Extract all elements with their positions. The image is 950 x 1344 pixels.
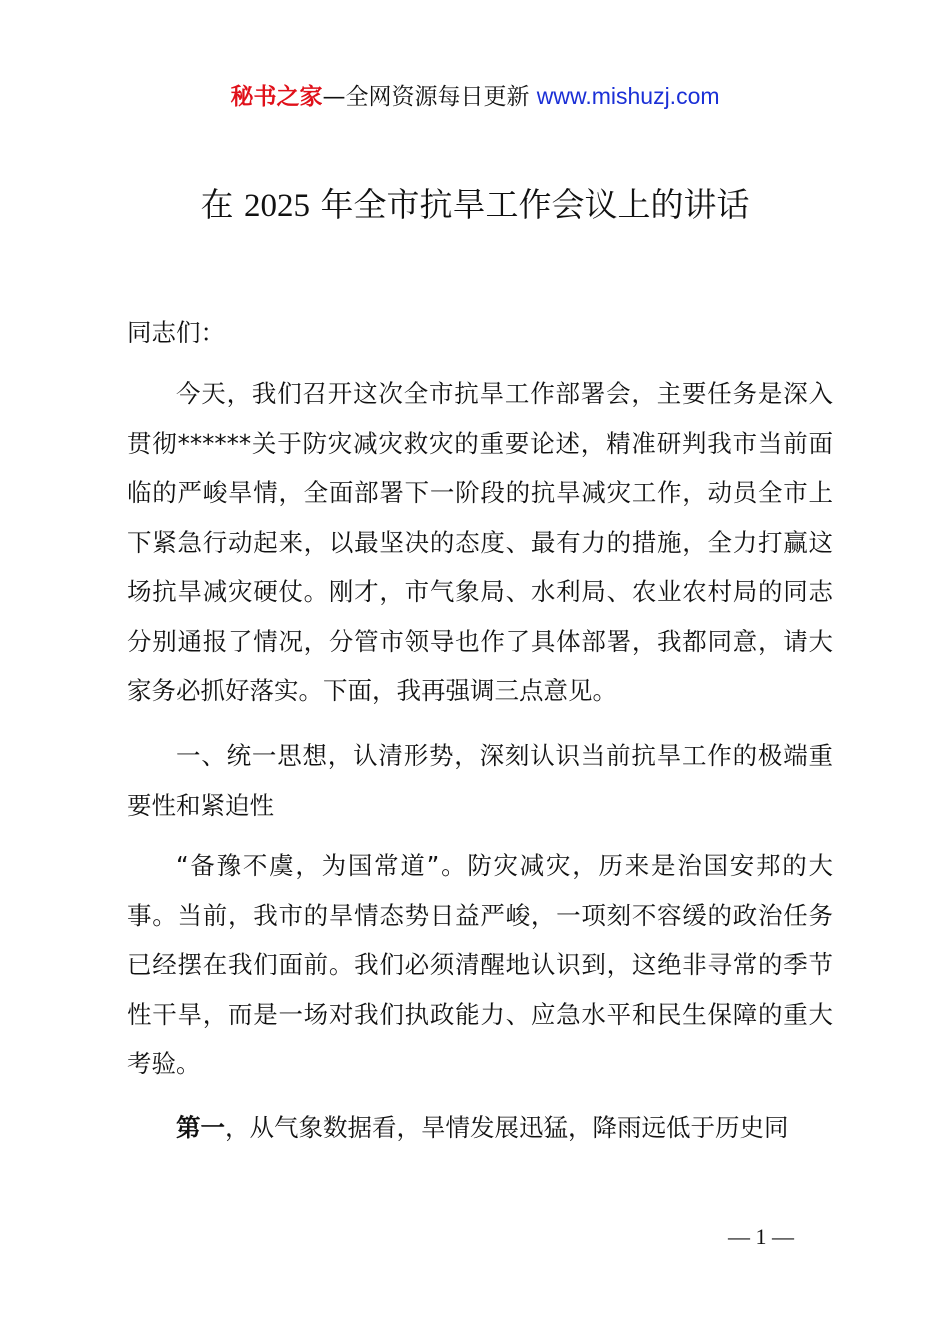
point-text: ，从气象数据看，旱情发展迅猛，降雨远低于历史同	[225, 1113, 789, 1142]
page-number: — 1 —	[728, 1224, 794, 1249]
salutation-text: 同志们：	[127, 318, 225, 347]
paragraph-text: 今天，我们召开这次全市抗旱工作部署会，主要任务是深入贯彻******关于防灾减灾救灾的重要论述，精准研判我市当前面临的严峻旱情，全面部署下一阶段的抗旱减灾工作，动员全市上下紧急行动起来，以最坚决的态度、最有力的措施，全力打赢这场抗旱减灾硬仗。刚才，市气象局、水利局、农业农村局的同志分别通报了情况，分管市领导也作了具体部署，我都同意，请大家务必抓好落实。下面，我再强调三点意见。	[127, 379, 833, 705]
paragraph-text: “备豫不虞，为国常道”。防灾减灾，历来是治国安邦的大事。当前，我市的旱情态势日益严峻，一项刻不容缓的政治任务已经摆在我们面前。我们必须清醒地认识到，这绝非寻常的季节性干旱，而是一场对我们执政能力、应急水平和民生保障的重大考验。	[127, 851, 833, 1078]
header-slogan: —全网资源每日更新	[322, 84, 537, 110]
title-prefix: 在	[200, 185, 244, 224]
paragraph-opening	[127, 369, 833, 716]
title-year: 2025	[244, 188, 310, 224]
section-heading-1	[127, 731, 833, 830]
title-suffix: 年全市抗旱工作会议上的讲话	[310, 185, 750, 224]
paragraph-situation	[127, 841, 833, 1089]
site-url-link[interactable]: www.mishuzj.com	[536, 83, 720, 109]
section-heading-text: 一、统一思想，认清形势，深刻认识当前抗旱工作的极端重要性和紧迫性	[127, 741, 833, 820]
point-lead: 第一	[176, 1113, 225, 1142]
site-header	[0, 80, 950, 113]
paragraph-text	[127, 1103, 833, 1153]
paragraph-first-point	[127, 1103, 833, 1153]
brand-name: 秘书之家	[230, 84, 323, 110]
document-title	[0, 183, 950, 228]
salutation	[127, 308, 833, 358]
